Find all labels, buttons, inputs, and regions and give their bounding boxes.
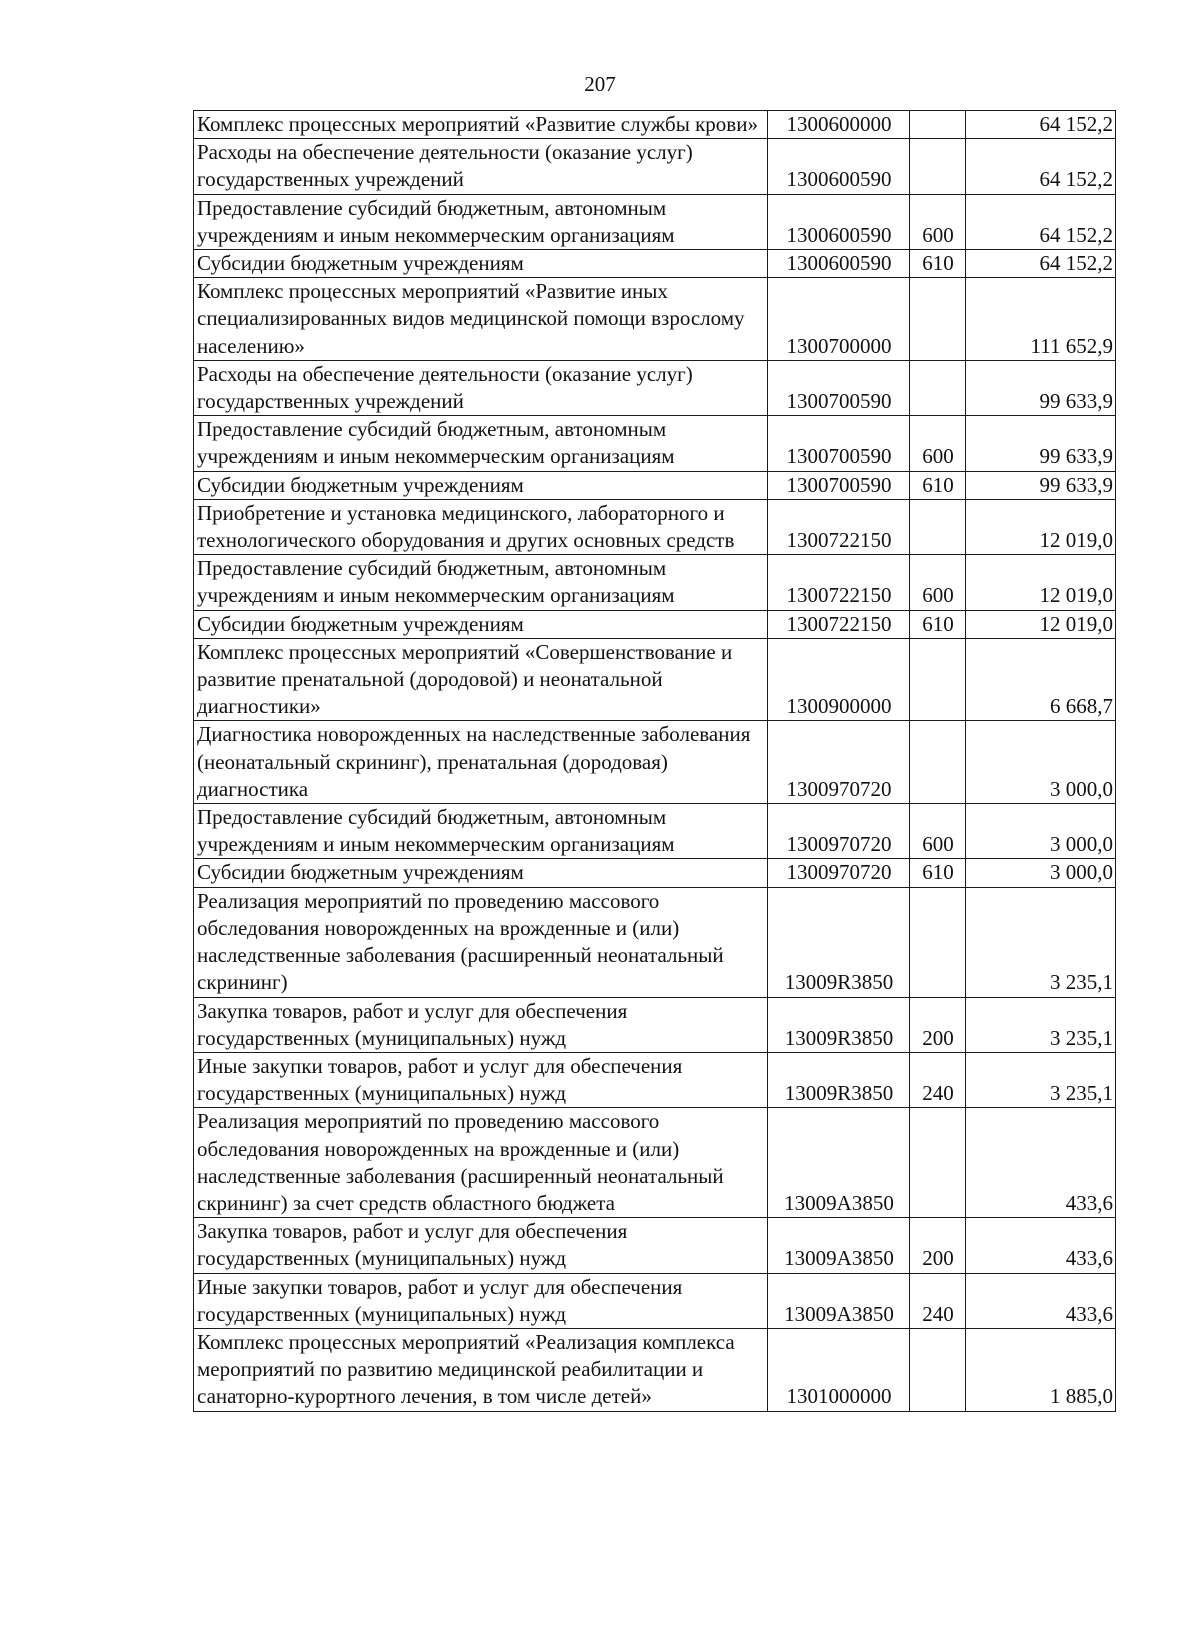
table-row xyxy=(194,610,1116,638)
row-expense-type-cell xyxy=(910,887,966,997)
row-sum-cell: 1 885,0 xyxy=(966,1328,1116,1411)
row-expense-type-cell xyxy=(910,499,966,554)
row-expense-type-cell: 200 xyxy=(910,1218,966,1273)
row-sum-cell: 99 633,9 xyxy=(966,471,1116,499)
row-code-cell: 1300600000 xyxy=(768,111,910,139)
row-name-cell: Предоставление субсидий бюджетным, автономным учреждениям и иным некоммерческим организациям xyxy=(194,416,768,471)
row-expense-type-cell xyxy=(910,638,966,721)
row-code-cell: 13009R3850 xyxy=(768,887,910,997)
table-row xyxy=(194,499,1116,554)
table-row xyxy=(194,194,1116,249)
row-code-cell: 1300600590 xyxy=(768,250,910,278)
row-sum-cell: 12 019,0 xyxy=(966,610,1116,638)
row-name-cell: Комплекс процессных мероприятий «Реализация комплекса мероприятий по развитию медицинской реабилитации и санаторно-курортного лечения, в том числе детей» xyxy=(194,1328,768,1411)
row-code-cell: 1300722150 xyxy=(768,499,910,554)
row-expense-type-cell xyxy=(910,1108,966,1218)
row-code-cell: 1300900000 xyxy=(768,638,910,721)
row-name-cell: Расходы на обеспечение деятельности (оказание услуг) государственных учреждений xyxy=(194,360,768,415)
row-expense-type-cell xyxy=(910,139,966,194)
row-name-cell: Субсидии бюджетным учреждениям xyxy=(194,250,768,278)
table-row xyxy=(194,360,1116,415)
row-expense-type-cell: 600 xyxy=(910,555,966,610)
row-expense-type-cell xyxy=(910,111,966,139)
row-expense-type-cell xyxy=(910,360,966,415)
row-expense-type-cell xyxy=(910,721,966,804)
table-row xyxy=(194,1108,1116,1218)
row-sum-cell: 3 235,1 xyxy=(966,997,1116,1052)
table-row xyxy=(194,111,1116,139)
row-expense-type-cell: 240 xyxy=(910,1052,966,1107)
row-sum-cell: 64 152,2 xyxy=(966,111,1116,139)
row-sum-cell: 3 000,0 xyxy=(966,721,1116,804)
row-sum-cell: 99 633,9 xyxy=(966,360,1116,415)
table-row xyxy=(194,278,1116,361)
row-sum-cell: 99 633,9 xyxy=(966,416,1116,471)
row-sum-cell: 6 668,7 xyxy=(966,638,1116,721)
table-row xyxy=(194,416,1116,471)
row-expense-type-cell: 600 xyxy=(910,416,966,471)
table-row xyxy=(194,638,1116,721)
row-code-cell: 1300970720 xyxy=(768,721,910,804)
row-name-cell: Приобретение и установка медицинского, лабораторного и технологического оборудования и других основных средств xyxy=(194,499,768,554)
row-sum-cell: 12 019,0 xyxy=(966,555,1116,610)
row-name-cell: Предоставление субсидий бюджетным, автономным учреждениям и иным некоммерческим организациям xyxy=(194,194,768,249)
row-sum-cell: 433,6 xyxy=(966,1218,1116,1273)
row-name-cell: Реализация мероприятий по проведению массового обследования новорожденных на врожденные и (или) наследственные заболевания (расширенный неонатальный скрининг) за счет средств областного бюджета xyxy=(194,1108,768,1218)
table-row xyxy=(194,859,1116,887)
row-expense-type-cell: 610 xyxy=(910,610,966,638)
row-expense-type-cell: 240 xyxy=(910,1273,966,1328)
row-code-cell: 1300700590 xyxy=(768,471,910,499)
row-sum-cell: 433,6 xyxy=(966,1273,1116,1328)
row-code-cell: 1300722150 xyxy=(768,555,910,610)
row-name-cell: Диагностика новорожденных на наследственные заболевания (неонатальный скрининг), пренатальная (дородовая) диагностика xyxy=(194,721,768,804)
page-number: 207 xyxy=(584,72,616,96)
row-expense-type-cell: 200 xyxy=(910,997,966,1052)
row-sum-cell: 64 152,2 xyxy=(966,139,1116,194)
row-name-cell: Расходы на обеспечение деятельности (оказание услуг) государственных учреждений xyxy=(194,139,768,194)
row-name-cell: Комплекс процессных мероприятий «Развитие иных специализированных видов медицинской помощи взрослому населению» xyxy=(194,278,768,361)
row-name-cell: Субсидии бюджетным учреждениям xyxy=(194,471,768,499)
row-code-cell: 13009A3850 xyxy=(768,1218,910,1273)
row-name-cell: Иные закупки товаров, работ и услуг для обеспечения государственных (муниципальных) нужд xyxy=(194,1273,768,1328)
table-row xyxy=(194,555,1116,610)
row-code-cell: 1300600590 xyxy=(768,139,910,194)
table-row xyxy=(194,471,1116,499)
row-expense-type-cell xyxy=(910,278,966,361)
row-expense-type-cell: 600 xyxy=(910,804,966,859)
row-code-cell: 13009A3850 xyxy=(768,1108,910,1218)
row-sum-cell: 64 152,2 xyxy=(966,194,1116,249)
budget-table xyxy=(193,110,1116,1412)
row-code-cell: 1301000000 xyxy=(768,1328,910,1411)
row-code-cell: 13009A3850 xyxy=(768,1273,910,1328)
row-sum-cell: 12 019,0 xyxy=(966,499,1116,554)
row-code-cell: 13009R3850 xyxy=(768,997,910,1052)
row-code-cell: 1300970720 xyxy=(768,804,910,859)
row-expense-type-cell: 610 xyxy=(910,250,966,278)
table-row xyxy=(194,1273,1116,1328)
row-code-cell: 1300700590 xyxy=(768,416,910,471)
table-row xyxy=(194,887,1116,997)
row-sum-cell: 3 235,1 xyxy=(966,1052,1116,1107)
table-row xyxy=(194,1052,1116,1107)
row-sum-cell: 3 235,1 xyxy=(966,887,1116,997)
row-expense-type-cell: 610 xyxy=(910,859,966,887)
row-name-cell: Субсидии бюджетным учреждениям xyxy=(194,859,768,887)
row-sum-cell: 433,6 xyxy=(966,1108,1116,1218)
row-sum-cell: 3 000,0 xyxy=(966,804,1116,859)
row-name-cell: Субсидии бюджетным учреждениям xyxy=(194,610,768,638)
row-expense-type-cell: 600 xyxy=(910,194,966,249)
budget-table-body xyxy=(194,111,1116,1412)
row-code-cell: 1300970720 xyxy=(768,859,910,887)
table-row xyxy=(194,250,1116,278)
row-code-cell: 1300722150 xyxy=(768,610,910,638)
table-row xyxy=(194,1328,1116,1411)
row-expense-type-cell xyxy=(910,1328,966,1411)
table-row xyxy=(194,997,1116,1052)
row-name-cell: Закупка товаров, работ и услуг для обеспечения государственных (муниципальных) нужд xyxy=(194,1218,768,1273)
row-name-cell: Реализация мероприятий по проведению массового обследования новорожденных на врожденные и (или) наследственные заболевания (расширенный неонатальный скрининг) xyxy=(194,887,768,997)
row-name-cell: Предоставление субсидий бюджетным, автономным учреждениям и иным некоммерческим организациям xyxy=(194,555,768,610)
row-code-cell: 1300600590 xyxy=(768,194,910,249)
row-name-cell: Комплекс процессных мероприятий «Развитие службы крови» xyxy=(194,111,768,139)
table-row xyxy=(194,139,1116,194)
row-sum-cell: 64 152,2 xyxy=(966,250,1116,278)
row-sum-cell: 3 000,0 xyxy=(966,859,1116,887)
table-row xyxy=(194,721,1116,804)
row-code-cell: 1300700000 xyxy=(768,278,910,361)
row-name-cell: Комплекс процессных мероприятий «Совершенствование и развитие пренатальной (дородовой) и неонатальной диагностики» xyxy=(194,638,768,721)
row-sum-cell: 111 652,9 xyxy=(966,278,1116,361)
table-row xyxy=(194,1218,1116,1273)
row-expense-type-cell: 610 xyxy=(910,471,966,499)
row-name-cell: Закупка товаров, работ и услуг для обеспечения государственных (муниципальных) нужд xyxy=(194,997,768,1052)
row-code-cell: 1300700590 xyxy=(768,360,910,415)
row-name-cell: Предоставление субсидий бюджетным, автономным учреждениям и иным некоммерческим организациям xyxy=(194,804,768,859)
table-row xyxy=(194,804,1116,859)
row-name-cell: Иные закупки товаров, работ и услуг для обеспечения государственных (муниципальных) нужд xyxy=(194,1052,768,1107)
row-code-cell: 13009R3850 xyxy=(768,1052,910,1107)
